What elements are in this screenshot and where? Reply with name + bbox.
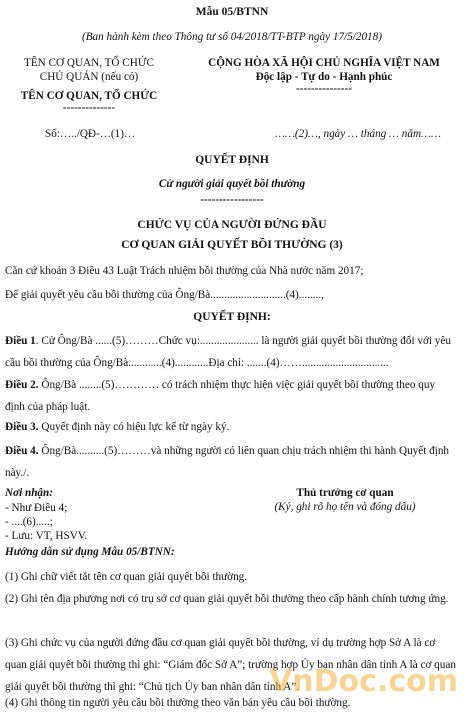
article-text: . Cử Ông/Bà ......(5)………Chức vụ:..................... là người giải quyết bồi thường đối với yêu cầu bồi thường của Ông/Bà............(4)............Địa chỉ: .......(4)……............................... (5, 335, 451, 369)
form-code: Mẫu 05/BTNN (195, 6, 269, 18)
article-text: Ông/Bà..........(5)………và những người có liên quan chịu trách nhiệm thi hành Quyết định này./. (5, 445, 450, 479)
signature-title: Thủ trưởng cơ quan (296, 487, 394, 499)
guide-item: (1) Ghi chữ viết tắt tên cơ quan giải quyết bồi thường. (5, 571, 248, 583)
parent-agency-note: CHỦ QUẢN (nếu có) (39, 71, 139, 83)
article-label: Điều 1 (5, 335, 36, 347)
right-rule: --------------- (296, 83, 352, 95)
article-2 (5, 374, 457, 418)
article-text: Ông/Bà ........(5)………… có trách nhiệm thực hiện việc giải quyết bồi thường theo quy định của pháp luật. (5, 379, 436, 413)
signature-note: (Ký, ghi rõ họ tên và đóng dấu) (274, 501, 416, 513)
document-number: Số:…../QĐ-…(1)… (45, 128, 136, 140)
article-3 (5, 416, 457, 438)
decision-title: QUYẾT ĐỊNH (195, 154, 269, 166)
article-label: Điều 4. (5, 445, 39, 457)
recipient-item: - Như Điều 4; (5, 502, 68, 514)
authority-line1: CHỨC VỤ CỦA NGƯỜI ĐỨNG ĐẦU (137, 219, 327, 231)
recipient-item: - ....(6).....; (5, 516, 53, 528)
article-label: Điều 3. (5, 421, 39, 433)
article-4 (5, 440, 457, 484)
authority-line2: CƠ QUAN GIẢI QUYẾT BỒI THƯỜNG (3) (121, 239, 343, 251)
nation-title: CỘNG HÒA XÃ HỘI CHỦ NGHĨA VIỆT NAM (208, 57, 440, 69)
subtitle-rule: ----------------- (200, 194, 264, 206)
article-label: Điều 2. (5, 379, 39, 391)
legal-basis: Căn cứ khoản 3 Điều 43 Luật Trách nhiệm bồi thường của Nhà nước năm 2017; (5, 265, 364, 277)
parent-agency: TÊN CƠ QUAN, TỔ CHỨC (24, 57, 154, 69)
decision-subtitle: Cử người giải quyết bồi thường (158, 178, 306, 190)
place-date: ……(2)…, ngày … tháng … năm…… (275, 128, 441, 140)
left-rule: -------------- (62, 102, 116, 114)
guide-title: Hướng dẫn sử dụng Mẫu 05/BTNN: (5, 546, 175, 558)
agency-name: TÊN CƠ QUAN, TỔ CHỨC (20, 90, 158, 102)
guide-item: (3) Ghi chức vụ của người đứng đầu cơ quan giải quyết bồi thường, ví dụ trường hợp Sở A là cơ quan giải quyết bồi thường thì ghi: “Giám đốc Sở A”; trường hợp Ủy ban nhân dân tỉnh A là cơ quan giải quyết bồi thường thì ghi: “Chủ tịch Ủy ban nhân dân tỉnh A”. (5, 637, 456, 693)
guide-item: (4) Ghi thông tin người yêu cầu bồi thường theo văn bản yêu cầu bồi thường. (5, 697, 351, 709)
guide-item: (2) Ghi tên địa phương nơi có trụ sở cơ quan giải quyết bồi thường theo cấp hành chính tương ứng. (5, 593, 449, 605)
watermark-logo: VnDoc.com (269, 664, 458, 699)
recipient-item: - Lưu: VT, HSVV. (5, 530, 88, 542)
nation-motto: Độc lập - Tự do - Hạnh phúc (255, 71, 393, 83)
article-1 (5, 330, 457, 374)
recipients-title: Nơi nhận: (5, 487, 53, 499)
request-basis: Để giải quyết yêu cầu bồi thường của Ông/Bà...........................(4)........, (5, 289, 324, 301)
article-text: Quyết định này có hiệu lực kể từ ngày ký. (38, 421, 230, 433)
issued-note: (Ban hành kèm theo Thông tư số 04/2018/TT-BTP ngày 17/5/2018) (82, 31, 382, 43)
decides-heading: QUYẾT ĐỊNH: (193, 311, 271, 323)
